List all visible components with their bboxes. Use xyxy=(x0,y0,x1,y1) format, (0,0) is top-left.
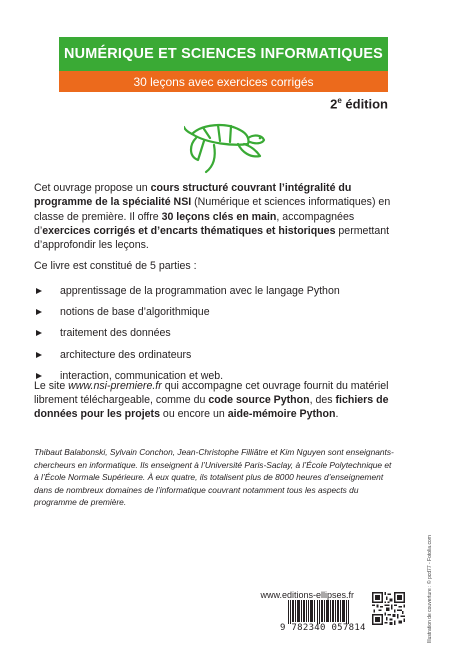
subtitle-banner xyxy=(59,71,388,92)
site-text-3: , des xyxy=(309,393,336,406)
site-bold-3: aide-mémoire Python xyxy=(227,407,336,420)
list-item xyxy=(34,301,394,322)
publisher-url[interactable]: www.editions-ellipses.fr xyxy=(260,590,354,600)
qr-code-icon xyxy=(372,592,405,625)
edition-number: 2 xyxy=(330,96,338,112)
list-item xyxy=(34,323,394,344)
intro-text-2: (Numérique et sciences informatiques) en classe de première. Il offre xyxy=(34,196,391,223)
site-url[interactable]: www.nsi-premiere.fr xyxy=(68,380,162,392)
site-text-4: ou encore un xyxy=(159,407,228,420)
site-text-1: Le site xyxy=(34,380,69,392)
edition-label xyxy=(330,96,388,111)
cover-credit: Illustration de couverture : © pcd77 - Fotolia.com xyxy=(427,535,433,643)
bullet-arrow-icon xyxy=(36,373,42,379)
intro-text-3: , accompagnées d’ xyxy=(34,210,355,237)
part-label: apprentissage de la programmation avec le langage Python xyxy=(60,284,340,297)
parts-heading: Ce livre est constitué de 5 parties : xyxy=(34,260,197,272)
bullet-arrow-icon xyxy=(36,330,42,336)
barcode-icon xyxy=(288,600,350,624)
edition-word: édition xyxy=(341,96,388,112)
website-paragraph xyxy=(34,380,396,421)
site-bold-1: code source Python xyxy=(208,393,310,406)
intro-bold-1: cours structuré couvrant l’intégralité du programme de la spécialité NSI xyxy=(34,182,352,209)
site-text-5: . xyxy=(335,407,339,420)
intro-text-4: permettant d’approfondir les leçons. xyxy=(34,224,390,252)
part-label: interaction, communication et web. xyxy=(60,369,224,382)
intro-bold-3: exercices corrigés et d’encarts thématiques et historiques xyxy=(42,224,336,237)
bullet-arrow-icon xyxy=(36,352,42,358)
site-bold-2: fichiers de données pour les projets xyxy=(34,393,389,420)
intro-text-1: Cet ouvrage propose un xyxy=(34,182,151,194)
book-subtitle: 30 leçons avec exercices corrigés xyxy=(133,74,314,89)
authors-paragraph xyxy=(34,446,396,509)
part-label: notions de base d’algorithmique xyxy=(60,305,210,318)
isbn-number: 9 782340 057814 xyxy=(280,623,366,633)
intro-paragraph xyxy=(34,181,392,252)
turtle-icon xyxy=(184,116,268,174)
list-item xyxy=(34,344,394,365)
part-label: architecture des ordinateurs xyxy=(60,348,192,361)
list-item xyxy=(34,280,394,301)
book-title: NUMÉRIQUE ET SCIENCES INFORMATIQUES xyxy=(64,46,383,62)
authors-text: Thibaut Balabonski, Sylvain Conchon, Jean-Christophe Filliâtre et Kim Nguyen sont enseignants-chercheurs en informatique. Ils enseignent à l’Université Paris-Saclay, à l’École Polytechnique et à l’École Normale Supérieure. À eux quatre, ils totalisent plus de 8000 heures d’enseignement dans de nombreux domaines de l’informatique couvrant notamment tous les aspects du programme de première. xyxy=(34,447,394,507)
part-label: traitement des données xyxy=(60,327,171,340)
parts-list xyxy=(34,280,394,386)
title-banner xyxy=(59,37,388,71)
bullet-arrow-icon xyxy=(36,288,42,294)
bullet-arrow-icon xyxy=(36,309,42,315)
intro-bold-2: 30 leçons clés en main xyxy=(161,210,277,223)
edition-superscript: e xyxy=(337,96,342,105)
site-text-2: qui accompagne cet ouvrage fournit du matériel librement téléchargeable, comme du xyxy=(34,380,389,406)
